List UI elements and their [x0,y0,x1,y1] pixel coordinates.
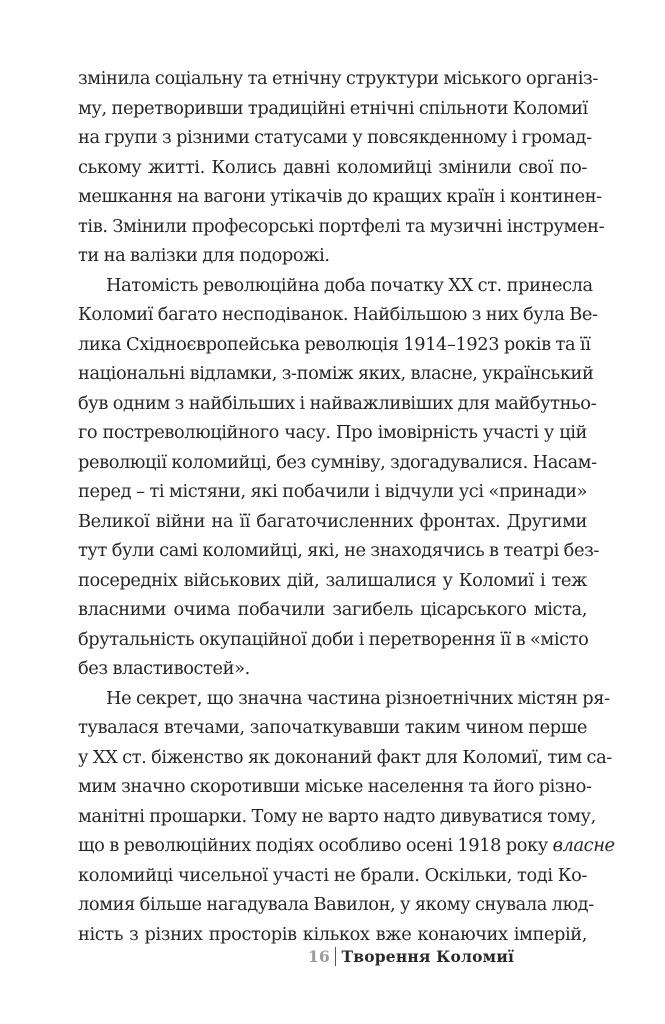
text-line: був одним з найбільших і найважливіших для майбутньо- [78,392,597,414]
text-line: перед – ті містяни, які побачили і відчули усі «принади» [78,481,587,502]
text-line: Коломиї багато несподіванок. Найбільшою з них була Ве- [78,304,598,325]
text-line: брутальність окупаційної доби і перетворення її в «місто [78,628,589,650]
text-line: мешкання на вагони утікачів до кращих країн і континен- [78,186,602,207]
text-segment: що в революційних подіях особливо осені 1918 року [78,835,548,856]
text-line: манітні прошарки. Тому не варто надто дивуватися тому, [78,805,596,827]
text-block [78,64,615,949]
text-line [78,831,615,861]
text-line: національні відламки, з-поміж яких, власне, український [78,363,594,384]
text-line: го постреволюційного часу. Про імовірність участі у цій [78,422,587,443]
text-line: революції коломийці, без сумніву, здогадувалися. Насам- [78,451,597,473]
text-line: без властивостей». [78,658,250,679]
text-line: лика Східноєвропейська революція 1914–1923 років та її [78,333,591,355]
text-line: у XX ст. біженство як доконаний факт для Коломиї, тим са- [78,746,612,768]
text-line: ському житті. Колись давні коломийці змінили свої по- [78,156,587,178]
text-line: Натомість революційна доба початку XX ст. принесла [106,274,593,296]
footer-divider [335,947,337,966]
paragraph-3 [78,684,615,950]
text-line: ти на валізки для подорожі. [78,245,330,266]
page-footer [308,947,514,966]
text-line: посередніх військових дій, залишалися у Коломиї і теж [78,569,587,591]
text-line: му, перетворивши традиційні етнічні спільноти Коломиї [78,97,588,119]
paragraph-1 [78,64,605,271]
text-line: мим значно скоротивши міське населення та його різно- [78,776,592,797]
text-line: ломия більше нагадувала Вавилон, у якому снувала люд- [78,894,594,915]
text-line: коломийці чисельної участі не брали. Оскільки, тоді Ко- [78,864,587,886]
text-line: власними очима побачили загибель цісарського міста, [78,599,587,620]
text-line: тут були самі коломийці, які, не знаходячись в театрі без- [78,540,599,561]
text-line: тувалася втечами, започаткувавши таким чином перше [78,717,587,738]
text-line: ність з різних просторів кількох вже конаючих імперій, [78,923,587,945]
italic-text: власне [552,835,615,856]
book-title: Творення Коломиї [341,947,515,966]
text-line: на групи з різними статусами у повсякденному і громад- [78,127,592,148]
paragraph-2 [78,271,599,684]
text-line: Великої війни на її багаточисленних фронтах. Другими [78,510,587,532]
text-line: Не секрет, що значна частина різноетнічних містян ря- [106,687,610,709]
page-number: 16 [308,947,330,966]
text-line: змінила соціальну та етнічну структури міського організ- [78,68,598,89]
text-line: тів. Змінили професорські портфелі та музичні інструмен- [78,215,605,237]
